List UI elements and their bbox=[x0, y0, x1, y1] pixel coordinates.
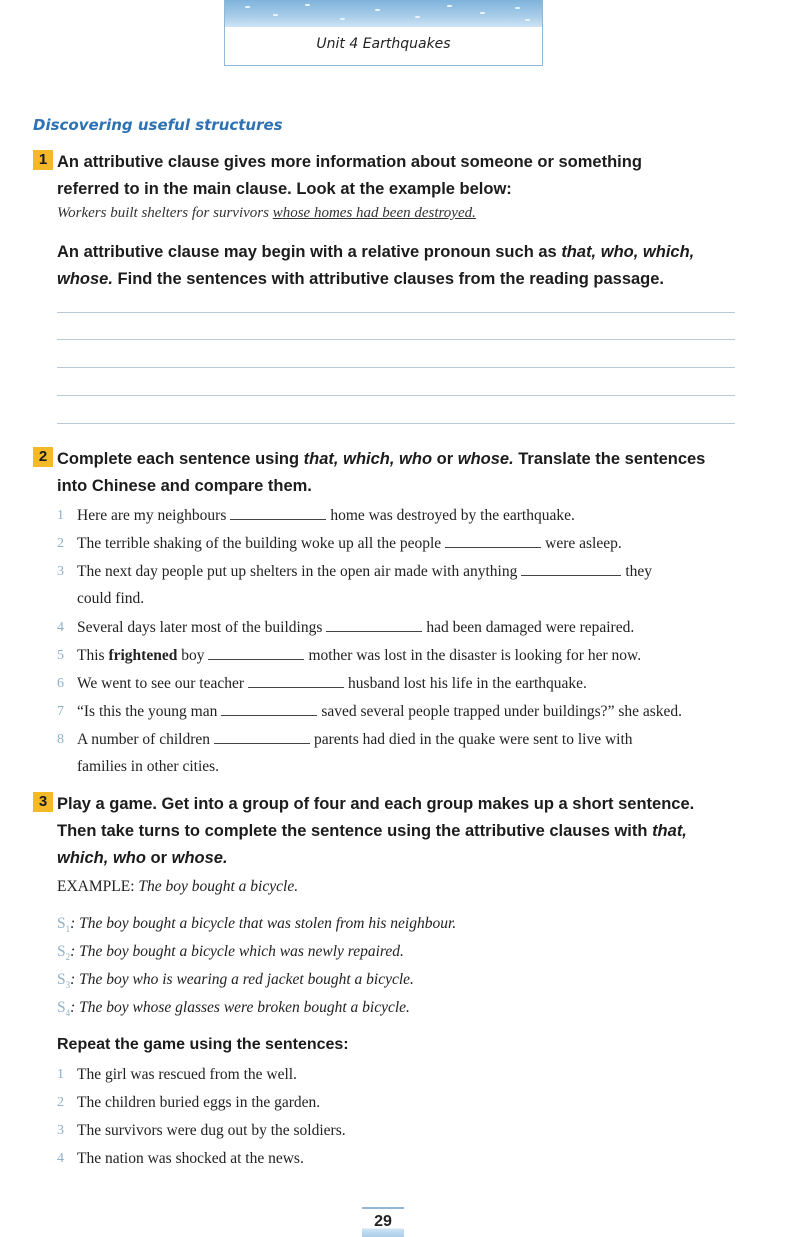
list-item: 4 The nation was shocked at the news. bbox=[57, 1150, 304, 1167]
list-item: 8 A number of children parents had died in the quake were sent to live with families in other cities. bbox=[57, 731, 633, 775]
list-item: $S_2$: The boy bought a bicycle which was newly repaired. bbox=[57, 943, 404, 963]
question-3 bbox=[33, 791, 745, 872]
list-item: $S_1$: The boy bought a bicycle that was stolen from his neighbour. bbox=[57, 915, 457, 935]
list-item: 7 “Is this the young man saved several people trapped under buildings?” she asked. bbox=[57, 703, 683, 720]
game-example: EXAMPLE: The boy bought a bicycle. bbox=[57, 878, 299, 895]
question-instruction: An attributive clause gives more information about someone or something referred to in the main clause. Look at the example below: bbox=[57, 153, 642, 198]
fill-blank[interactable] bbox=[221, 702, 317, 716]
question-number: 2 bbox=[33, 447, 53, 467]
list-item: 2 The terrible shaking of the building woke up all the people were asleep. bbox=[57, 535, 622, 552]
repeat-heading: Repeat the game using the sentences: bbox=[57, 1036, 349, 1053]
page-number: 29 bbox=[362, 1207, 404, 1237]
question-number: 1 bbox=[33, 150, 53, 170]
unit-title: Unit 4 Earthquakes bbox=[316, 36, 451, 52]
answer-line[interactable] bbox=[57, 312, 735, 313]
answer-line[interactable] bbox=[57, 367, 735, 368]
list-item: $S_4$: The boy whose glasses were broken bought a bicycle. bbox=[57, 999, 410, 1019]
list-item: 3 The next day people put up shelters in the open air made with anything they could find. bbox=[57, 563, 653, 607]
list-item: 6 We went to see our teacher husband lost his life in the earthquake. bbox=[57, 675, 587, 692]
list-item: 5 This frightened boy mother was lost in the disaster is looking for her now. bbox=[57, 647, 642, 664]
repeat-list bbox=[57, 1061, 747, 1173]
question-2 bbox=[33, 446, 745, 500]
list-item: $S_3$: The boy who is wearing a red jacket bought a bicycle. bbox=[57, 971, 414, 991]
question-paragraph: An attributive clause may begin with a relative pronoun such as that, who, which, whose. Find the sentences with attributive clauses from the reading passage. bbox=[57, 243, 695, 288]
list-item: 1 The girl was rescued from the well. bbox=[57, 1066, 297, 1083]
answer-line[interactable] bbox=[57, 423, 735, 424]
question-instruction: Play a game. Get into a group of four and each group makes up a short sentence. Then take turns to complete the sentence using the attributive clauses with that, which, who or whose. bbox=[57, 795, 695, 867]
section-title: Discovering useful structures bbox=[33, 116, 283, 134]
fill-blank[interactable] bbox=[326, 618, 422, 632]
question-instruction: Complete each sentence using that, which, who or whose. Translate the sentences into Chinese and compare them. bbox=[57, 450, 706, 495]
fill-blank[interactable] bbox=[214, 730, 310, 744]
fill-blank[interactable] bbox=[248, 674, 344, 688]
list-item: 2 The children buried eggs in the garden. bbox=[57, 1094, 321, 1111]
unit-banner bbox=[224, 0, 543, 66]
list-item: 1 Here are my neighbours home was destroyed by the earthquake. bbox=[57, 507, 575, 524]
fill-blank[interactable] bbox=[230, 506, 326, 520]
fill-blank[interactable] bbox=[521, 562, 621, 576]
answer-line[interactable] bbox=[57, 339, 735, 340]
answer-line[interactable] bbox=[57, 395, 735, 396]
example-sentence: Workers built shelters for survivors whose homes had been destroyed. bbox=[57, 205, 476, 221]
fill-blank[interactable] bbox=[445, 534, 541, 548]
fill-blank[interactable] bbox=[208, 646, 304, 660]
list-item: 3 The survivors were dug out by the soldiers. bbox=[57, 1122, 346, 1139]
exercise-list bbox=[57, 502, 747, 782]
list-item: 4 Several days later most of the buildings had been damaged were repaired. bbox=[57, 619, 635, 636]
banner-water-image bbox=[225, 0, 542, 27]
student-sentences bbox=[57, 910, 456, 1022]
question-1 bbox=[33, 149, 745, 203]
question-number: 3 bbox=[33, 792, 53, 812]
